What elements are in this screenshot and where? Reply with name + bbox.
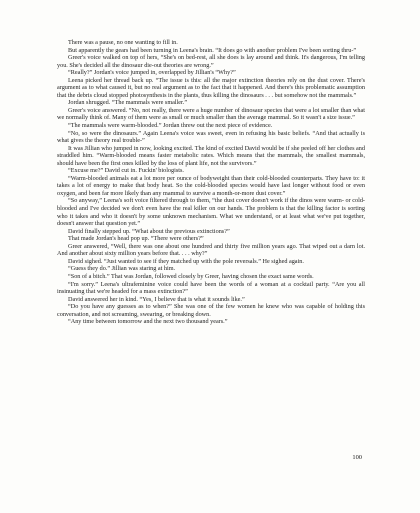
paragraph: That made Jordan's head pop up. “There were others?” xyxy=(68,235,204,243)
paragraph: “Guess they do.” Jillian was staring at him. xyxy=(68,265,176,273)
paragraph: Greer's voice answered. “No, not really, there were a huge number of dinosaur species that were a lot smaller than what we normally think of. Many of them were as small or much smaller than the average mammal. So it wasn't a size issue.” xyxy=(57,106,365,122)
paragraph: “So anyway,” Leena's soft voice filtered through to them, “the dust cover doesn't work if the dinos were warm- or cold-blooded and I've decided we don't even have the real killer on our hands. The problem is that the killing factor is sorting who it takes and who it doesn't by some unknown mechanism. What we understand, or at least what we've put together, doesn't answer that question yet.” xyxy=(57,197,365,228)
paragraph: But apparently the gears had been turning in Leena's brain. “It does go with another problem I've been sorting thru-” xyxy=(68,46,357,54)
paragraph: David answered her in kind. “Yes, I believe that is what it sounds like.” xyxy=(68,295,245,303)
paragraph: “Any time between tomorrow and the next two thousand years.” xyxy=(68,318,228,326)
paragraph: “I'm sorry.” Leena's ultrafeminine voice could have been the words of a woman at a cocktail party. “Are you all insinuating that we're headed for a mass extinction?” xyxy=(57,280,365,296)
paragraph: “The mammals were warm-blooded.” Jordan threw out the next piece of evidence. xyxy=(68,122,273,130)
paragraph: Greer's voice walked on top of hers, “She's on bed-rest, all she does is lay around and think. It's dangerous, I'm telling you. She's decided all the dinosaur die-out theories are wrong.” xyxy=(57,54,365,69)
paragraph: “Warm-blooded animals eat a lot more per ounce of bodyweight than their cold-blooded counterparts. They have to: it takes a lot of energy to make that body heat. So the cold-blooded species would have last longer without food or even oxygen, and been far more likely than any mammal to survive a month-or-more dust cover.” xyxy=(57,174,365,197)
paragraph: “Excuse me?” David cut in. Fuckin' biologists. xyxy=(68,167,184,175)
body-text xyxy=(57,39,365,326)
paragraph: “Really?” Jordan's voice jumped in, overlapped by Jillian's “Why?” xyxy=(68,69,236,77)
paragraph: David finally stepped up. “What about the previous extinctions?” xyxy=(68,227,230,235)
paragraph: Jordan shrugged. “The mammals were smaller.” xyxy=(68,99,188,107)
paragraph: “No, so were the dinosaurs.” Again Leena's voice was sweet, even in refusing his basic beliefs. “And that actually is what gives the theory real trouble-” xyxy=(57,129,365,145)
paragraph: Greer answered, “Well, there was one about one hundred and thirty five million years ago. That wiped out a darn lot. And another about sixty million years before that. . . . why?” xyxy=(57,242,365,258)
paragraph: “Do you have any guesses as to when?” She was one of the few women he knew who was capable of holding this conversation, and not screaming, swearing, or breaking down. xyxy=(57,303,365,318)
paragraph: Leena picked her thread back up. “The issue is this: all the major extinction theories rely on the dust cover. There's argument as to what caused it, but no real argument as to the fact that it happened. And there's this problematic assumption that the debris cloud stopped photosynthesis in the plants, thus killing the dinosaurs . . . but somehow not the mammals.” xyxy=(57,76,365,99)
paragraph: There was a pause, no one wanting to fill in. xyxy=(68,39,178,46)
paragraph: David sighed. “Just wanted to see if they matched up with the pole reversals.” He sighed again. xyxy=(68,257,304,265)
paragraph: “Son of a bitch.” That was Jordan, followed closely by Greer, having chosen the exact same words. xyxy=(68,272,314,280)
page-number: 100 xyxy=(352,454,362,461)
paragraph: It was Jillian who jumped in now, looking excited. The kind of excited David would be if she peeled off her clothes and straddled him. “Warm-blooded means faster metabolic rates. Which means that the mammals, the smallest mammals, should have been the first ones killed by the loss of plant life, not the survivors.” xyxy=(57,144,365,167)
